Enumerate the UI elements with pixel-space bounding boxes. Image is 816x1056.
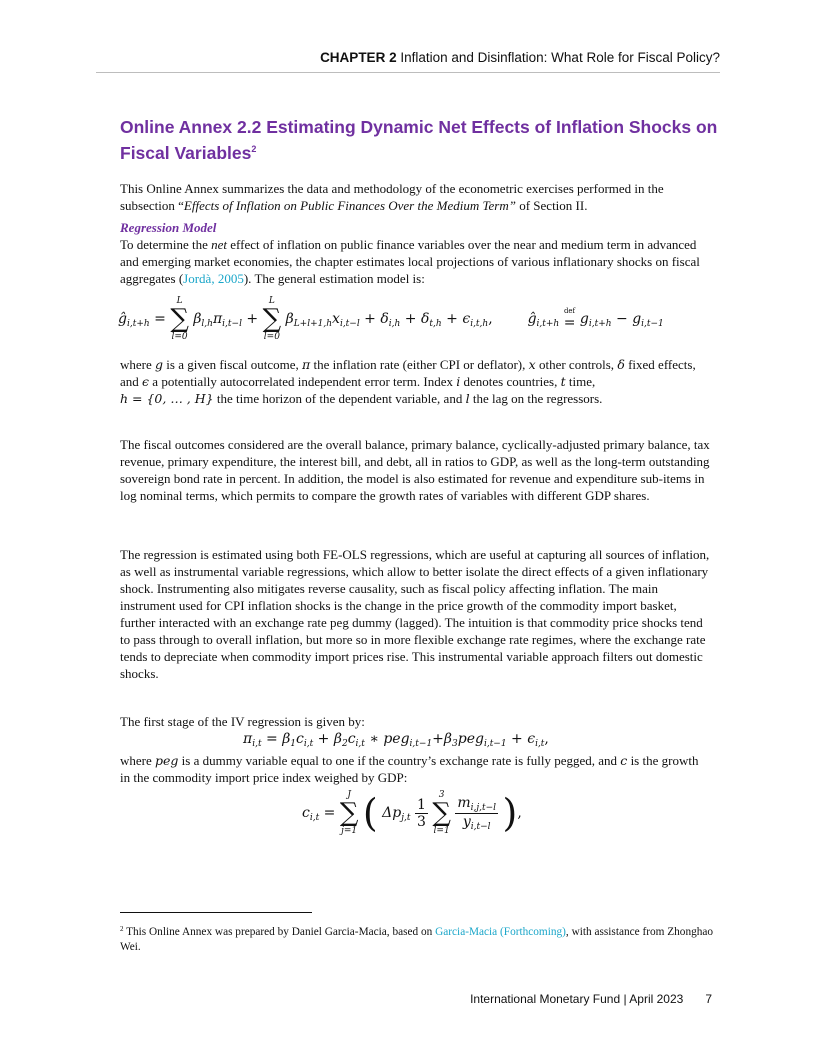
eq1-lhs-sub: i,t+h [126,319,150,329]
eq3-y-sub: i,t−l [470,821,491,832]
p1-before: To determine the [120,237,212,252]
eq2-b2: β [333,731,342,747]
eq1-def-lhs-sub: i,t+h [536,319,560,329]
eq1-plus-4: + [441,311,463,327]
eq3-m-sub: i,j,t−l [470,802,497,813]
eq1-beta2: β [285,311,294,327]
eq1-g1-sub: i,t+h [588,319,612,329]
eq1-eps: ϵ [462,311,471,327]
eq3-sum1-bottom: j=1 [341,826,358,836]
eq3-m: m [457,794,471,811]
w1-g: g [155,357,164,372]
w2-t1: where [120,753,156,768]
eq3-y: y [462,813,471,830]
intro-text-end: of Section II. [515,198,588,213]
eq1-sum1-bottom: l=0 [171,332,188,342]
eq1-def-equals [564,308,576,331]
eq2-peg1-sub: i,t−1 [409,739,433,749]
fiscal-outcomes-text: The fiscal outcomes considered are the overall balance, primary balance, cyclically-adjusted primary balance, tax revenue, primary expenditure, the interest bill, and debt, all in ratios to GDP, as well as the long-term outstanding sovereign bond rate in percent. In addition, the model is also estimated for revenue and expenditure sub-items in log nominal terms, which permits to compare the growth rates of variables with different GDP shares. [120,437,710,503]
eq3-dp-sub: j,t [401,813,411,823]
eq2-plus2: + [432,731,444,747]
eq1-minus: − [611,311,633,327]
w1-t9: the time horizon of the dependent variable, and [213,391,466,406]
w1-h: h = {0, … , H} [120,391,214,406]
eq1-delta1-sub: i,h [388,319,401,329]
w1-delta: δ [617,357,625,372]
w1-t5: fixed effects, and [120,357,696,389]
eq1-sum-2: L ∑ l=0 [262,296,282,342]
eq1-x: x [332,311,340,327]
chapter-title: Inflation and Disinflation: What Role for Fiscal Policy? [400,50,720,65]
chapter-label: CHAPTER 2 [320,50,397,65]
p1-middle: effect of inflation on public finance variables over the near and medium term in advanced and emerging market economies, the chapter estimates local projections of various inflationary shocks on fiscal aggregates ( [120,237,700,286]
eq3-comma: , [517,805,522,821]
equation-local-projection [118,296,664,342]
p1-net: net [211,237,228,252]
header-rule [96,72,720,73]
running-head [320,50,720,65]
equation-commodity-index [302,790,522,836]
w2-t2: is a dummy variable equal to one if the country’s exchange rate is fully pegged, and [178,753,621,768]
eq1-beta1: β [193,311,202,327]
eq1-g1: g [579,311,589,327]
regression-paragraph [120,546,710,682]
w1-t: t [560,374,566,389]
intro-paragraph [120,180,710,214]
w1-t6: a potentially autocorrelated independent error term. Index [149,374,457,389]
p1-after: ). The general estimation model is: [243,271,425,286]
eq2-plus3: + [506,731,528,747]
eq3-equals: = [319,805,340,821]
first-stage-intro [120,713,710,730]
eq2-plus1: + [313,731,334,747]
eq2-peg2: peg [457,731,484,747]
eq2-comma: , [544,731,549,747]
eq1-beta1-sub: l,h [201,319,213,329]
eq1-equals: = [149,311,171,327]
eq1-plus-3: + [400,311,421,327]
eq1-lhs: ĝ [118,311,127,327]
eq1-plus-1: + [241,311,263,327]
eq1-pi: π [212,311,223,327]
regression-model-heading: Regression Model [120,220,217,235]
eq2-b3: β [443,731,452,747]
eq1-def-label: def [563,306,576,315]
eq3-c: c [302,805,310,821]
eq1-beta2-sub: L+l+1,h [293,319,333,329]
footer-text: International Monetary Fund | April 2023 [470,992,684,1006]
eq2-c1-sub: i,t [303,739,314,749]
regression-model-section [120,219,710,287]
equation-first-stage [243,731,549,749]
eq1-sum2-top: L [268,296,275,306]
eq3-sum1-top: J [347,790,351,800]
eq1-delta2-sub: t,h [429,319,442,329]
eq1-pi-sub: i,t−l [222,319,242,329]
citation-jorda[interactable]: Jordà, 2005 [183,271,244,286]
w1-x: x [528,357,536,372]
eq3-sum2-top: 3 [438,790,445,800]
eq2-star: ∗ [364,731,384,747]
w1-t10: the lag on the regressors. [469,391,603,406]
eq2-b1-sub: 1 [290,739,297,749]
eq2-c2: c [347,731,356,747]
eq2-b2-sub: 2 [341,739,348,749]
w2-c: c [620,753,628,768]
eq1-delta2: δ [420,311,430,327]
eq1-g2-sub: i,t−1 [641,319,664,329]
eq3-one-third [415,797,428,830]
footnote-after: , with assistance from Zhonghao Wei. [120,926,714,953]
footnote-before: This Online Annex was prepared by Daniel Garcia-Macia, based on [123,926,436,938]
w1-t3: the inflation rate (either CPI or deflator), [310,357,529,372]
first-stage-intro-text: The first stage of the IV regression is given by: [120,714,365,729]
eq2-b1: β [282,731,291,747]
eq1-sum1-top: L [176,296,183,306]
page-footer [470,992,712,1006]
footnote-rule [120,912,312,913]
regression-model-paragraph [120,236,710,287]
title-footnote-mark[interactable]: 2 [251,144,257,154]
eq1-g2: g [632,311,642,327]
eq1-plus-2: + [359,311,381,327]
eq3-one: 1 [416,796,426,813]
eq3-lparen: ( [362,791,378,835]
regression-text: The regression is estimated using both FE-OLS regressions, which are useful at capturing all sources of inflation, as well as instrumental variable regressions, which allow to better isolate the direct effects of a given inflationary shock. Instrumenting also mitigates reverse causality, such as fiscal policy affecting inflation. The main instrument used for CPI inflation shocks is the change in the price growth of the commodity import basket, further interacted with an exchange rate peg dummy (lagged). The intuition is that commodity price shocks tend to pass through to overall inflation, but more so in more flexible exchange rate regimes, where the exchange rate tends to depreciate when commodity import prices rise. This instrumental variable approach filters out domestic shocks. [120,547,710,681]
w2-t3: is the growth in the commodity import price index weighed by GDP: [120,753,699,785]
eq1-def-eq: = [563,314,576,331]
eq2-c1: c [296,731,304,747]
eq3-three: 3 [416,813,426,830]
w1-t2: is a given fiscal outcome, [163,357,303,372]
eq2-b3-sub: 3 [452,739,458,749]
citation-garcia-macia[interactable]: Garcia-Macia (Forthcoming) [435,926,566,938]
footnote-mark: 2 [120,925,124,933]
eq1-eps-sub: i,t,h [470,319,489,329]
eq2-pi: π [243,731,253,747]
w1-t1: where [120,357,156,372]
subsection-name: Effects of Inflation on Public Finances Over the Medium Term” [183,198,516,213]
eq3-rparen: ) [502,791,518,835]
w1-l: l [465,391,470,406]
w1-t7: denotes countries, [460,374,561,389]
eq2-c2-sub: i,t [355,739,365,749]
annex-title-text: Online Annex 2.2 Estimating Dynamic Net Effects of Inflation Shocks on Fiscal Variables [120,117,718,163]
w2-peg: peg [155,753,179,768]
w1-t4: other controls, [535,357,618,372]
annex-title [120,116,720,164]
eq3-sum-2: 3 ∑ l=1 [432,790,451,836]
eq2-eps: ϵ [527,731,536,747]
eq1-sum-1: L ∑ l=0 [170,296,189,342]
w1-pi: π [302,357,311,372]
fiscal-outcomes-paragraph [120,436,710,504]
page-number: 7 [705,992,712,1006]
footnote [120,922,715,955]
eq1-comma: , [488,311,493,327]
eq2-equals: = [261,731,283,747]
eq2-peg1: peg [383,731,410,747]
where-paragraph-2 [120,752,710,786]
eq3-ratio [455,795,498,832]
eq1-sum2-bottom: l=0 [263,332,280,342]
w1-eps: ϵ [142,374,150,389]
eq1-delta1: δ [380,311,389,327]
eq3-dp: Δp [382,805,402,821]
intro-text: This Online Annex summarizes the data and methodology of the econometric exercises performed in the subsection “ [120,181,664,213]
eq1-x-sub: i,t−l [339,319,360,329]
w1-i: i [456,374,461,389]
eq3-sum-1: J ∑ j=1 [339,790,359,836]
eq2-eps-sub: i,t [535,739,545,749]
eq3-sum2-bottom: l=1 [433,826,450,836]
eq2-peg2-sub: i,t−1 [483,739,507,749]
eq2-pi-sub: i,t [252,739,262,749]
eq1-def-lhs: ĝ [527,311,537,327]
where-paragraph-1 [120,356,710,407]
eq3-c-sub: i,t [309,813,320,823]
w1-t8: time, [565,374,596,389]
